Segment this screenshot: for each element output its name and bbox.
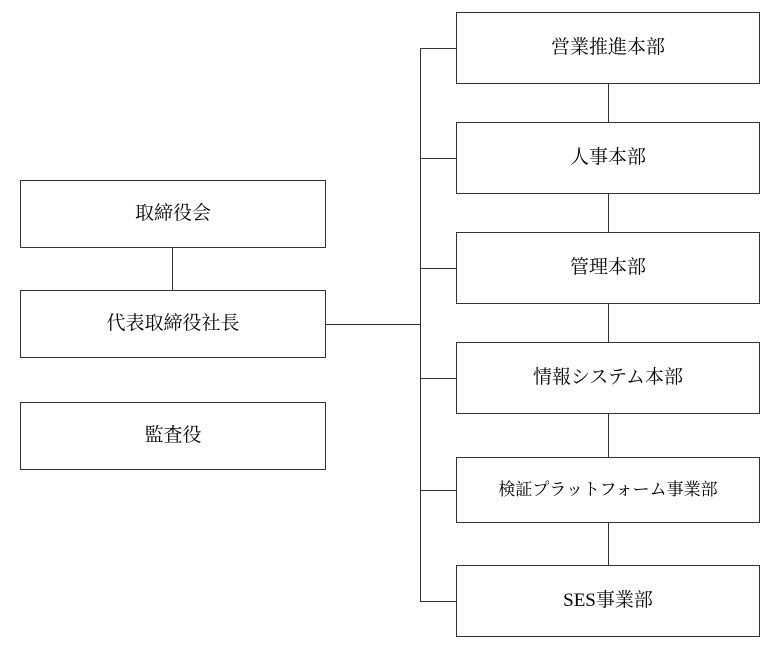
- node-auditor: [20, 402, 326, 470]
- connector-stub-admin-hq: [420, 268, 456, 269]
- node-board-of-directors: [20, 180, 326, 248]
- connector-stub-ses-div: [420, 601, 456, 602]
- node-president: [20, 290, 326, 358]
- connector-stub-verification-platform-div: [420, 490, 456, 491]
- node-sales-promotion-hq: [456, 12, 760, 84]
- node-label: 営業推進本部: [550, 36, 665, 58]
- connector-stub-sales-promotion-hq: [420, 48, 456, 49]
- connector-stub-information-systems-hq: [420, 378, 456, 379]
- node-label: 情報システム本部: [532, 366, 684, 388]
- node-admin-hq: [456, 232, 760, 304]
- node-label: 管理本部: [569, 256, 646, 278]
- node-label: 取締役会: [134, 202, 211, 224]
- node-information-systems-hq: [456, 342, 760, 414]
- connector-trunk-vertical: [420, 48, 421, 601]
- connector-president-to-trunk: [326, 324, 420, 325]
- node-hr-hq: [456, 122, 760, 194]
- node-label: SES事業部: [563, 589, 653, 611]
- node-label: 人事本部: [569, 146, 646, 168]
- connector-between-is-and-verification: [608, 414, 609, 457]
- connector-board-to-president: [172, 248, 173, 290]
- node-label: 代表取締役社長: [106, 312, 240, 334]
- node-label: 監査役: [144, 424, 202, 446]
- node-verification-platform-div: [456, 457, 760, 523]
- connector-stub-hr-hq: [420, 158, 456, 159]
- node-ses-div: [456, 565, 760, 637]
- connector-between-admin-and-is: [608, 304, 609, 342]
- connector-between-verification-and-ses: [608, 523, 609, 565]
- connector-between-hr-and-admin: [608, 194, 609, 232]
- node-label: 検証プラットフォーム事業部: [498, 479, 718, 499]
- connector-between-sales-and-hr: [608, 84, 609, 122]
